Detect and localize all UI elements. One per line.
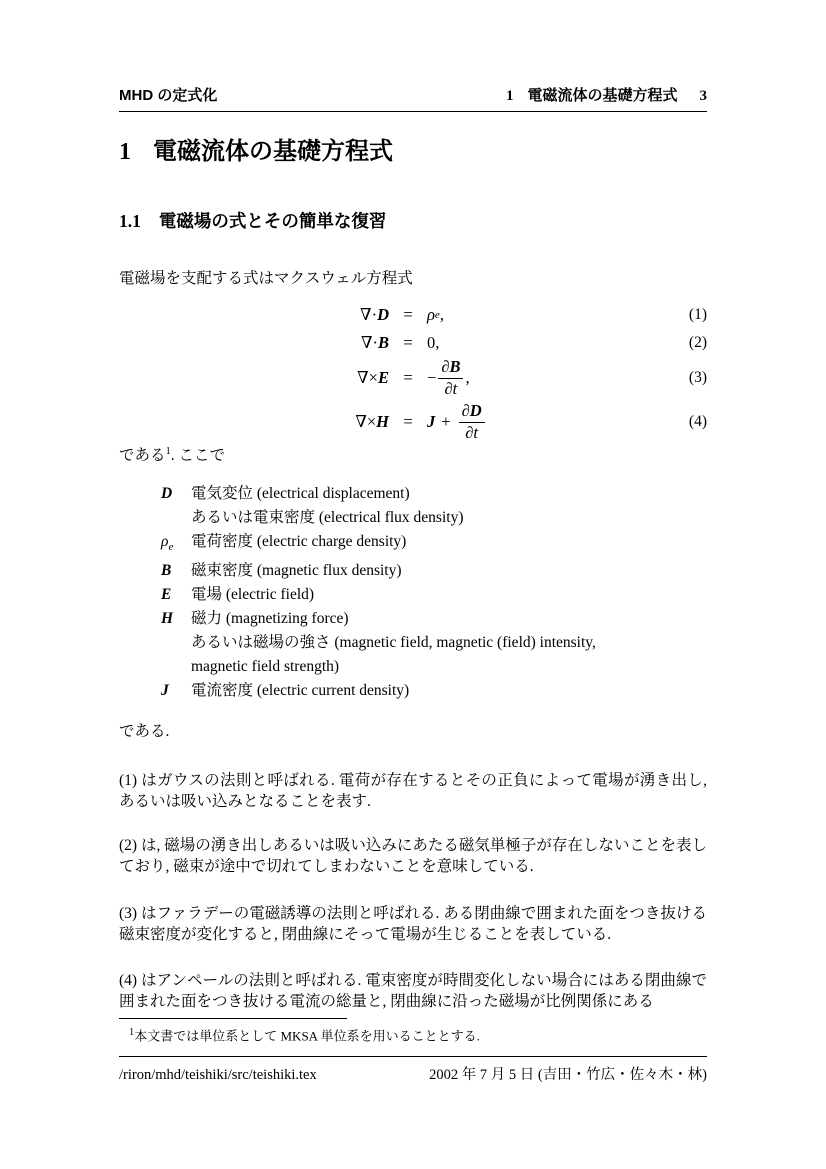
fraction: $\frac{\partial B}{\partial t}$	[438, 358, 463, 399]
footer-date-authors: 2002 年 7 月 5 日 (吉田・竹広・佐々木・林)	[429, 1067, 707, 1083]
equation-lhs: ∇×E	[357, 368, 389, 387]
section-number: 1	[119, 139, 131, 165]
equation-lhs: ∇·B	[360, 333, 389, 352]
footer-file-path: /riron/mhd/teishiki/src/teishiki.tex	[119, 1067, 317, 1083]
equation-rhs: ρ e ,	[427, 305, 444, 324]
subsection-number: 1.1	[119, 211, 141, 231]
equation-number: (2)	[688, 334, 707, 351]
definition-row-rho: $\rho_e$ 電荷密度 (electric charge density)	[161, 533, 407, 554]
definition-row-H-alt: あるいは磁場の強さ (magnetic field, magnetic (field) intensity,	[191, 634, 596, 652]
equation-no-monopole	[119, 329, 707, 357]
subsection-title: 電磁場の式とその簡単な復習	[158, 211, 387, 231]
equals-sign: =	[403, 412, 413, 431]
header-section-number: 1	[505, 88, 514, 104]
fraction: $\frac{\partial D}{\partial t}$	[459, 402, 485, 443]
footnote: $^1$本文書では単位系として MKSA 単位系を用いることとする.	[129, 1027, 480, 1044]
maxwell-equations	[119, 301, 707, 445]
page-header	[119, 84, 707, 112]
definition-row-H-alt2: magnetic field strength)	[191, 658, 340, 676]
equals-sign: =	[403, 333, 413, 352]
definition-row-B: B 磁束密度 (magnetic flux density)	[161, 562, 402, 580]
footer-rule	[119, 1056, 707, 1057]
definition-row-E: E 電場 (electric field)	[161, 586, 315, 604]
equation-number: (4)	[688, 413, 707, 430]
equation-faraday	[119, 357, 707, 399]
paragraph-faraday: (3) はファラデーの電磁誘導の法則と呼ばれる. ある閉曲線で囲まれた面をつき抜ける磁束密度が変化すると, 閉曲線にそって電場が生じることを表している.	[119, 905, 707, 943]
equation-number: (1)	[688, 306, 707, 323]
symbol-definition-list	[119, 482, 707, 703]
equation-lhs: ∇×H	[355, 412, 389, 431]
header-left-title: MHD の定式化	[119, 87, 218, 104]
intro-paragraph: 電磁場を支配する式はマクスウェル方程式	[119, 270, 413, 287]
after-equations-text: である$^1$. ここで	[119, 446, 226, 465]
section-heading	[119, 138, 707, 166]
footnote-reference: 1	[165, 446, 171, 457]
equals-sign: =	[403, 368, 413, 387]
subsection-heading	[119, 210, 707, 232]
paragraph-monopole: (2) は, 磁場の湧き出しあるいは吸い込みにあたる磁気単極子が存在しないことを表しており, 磁束が途中で切れてしまわないことを意味している.	[119, 837, 707, 875]
header-section-title: 電磁流体の基礎方程式	[527, 87, 678, 104]
equation-rhs: J + $\frac{\partial D}{\partial t}$	[427, 402, 707, 443]
equation-lhs: ∇·D	[360, 305, 389, 324]
paragraph-ampere: (4) はアンペールの法則と呼ばれる. 電束密度が時間変化しない場合にはある閉曲線で囲まれた面をつき抜ける電流の総量と, 閉曲線に沿った磁場が比例関係にある	[119, 972, 707, 1010]
definition-row-D: D 電気変位 (electrical displacement)	[161, 485, 410, 502]
definition-row-J: J 電流密度 (electric current density)	[161, 682, 410, 700]
page-number: 3	[699, 88, 707, 104]
definition-row-H: H 磁力 (magnetizing force)	[161, 610, 349, 628]
paragraph-dearu: である.	[119, 723, 170, 740]
equation-rhs: − $\frac{\partial B}{\partial t}$ ,	[427, 356, 470, 398]
equation-ampere	[119, 399, 707, 445]
paragraph-gauss: (1) はガウスの法則と呼ばれる. 電荷が存在するとその正負によって電場が湧き出し, あるいは吸い込みとなることを表す.	[119, 772, 707, 810]
equation-rhs: 0,	[427, 333, 440, 352]
equals-sign: =	[403, 305, 413, 324]
definition-row-D-alt: あるいは電束密度 (electrical flux density)	[191, 509, 464, 526]
page-footer	[119, 1063, 707, 1084]
footnote-mark: 1	[129, 1027, 135, 1038]
equation-number: (3)	[688, 369, 707, 386]
footnote-rule	[119, 1018, 347, 1019]
equation-gauss	[119, 301, 707, 329]
section-title: 電磁流体の基礎方程式	[153, 138, 393, 165]
header-right	[506, 84, 707, 105]
